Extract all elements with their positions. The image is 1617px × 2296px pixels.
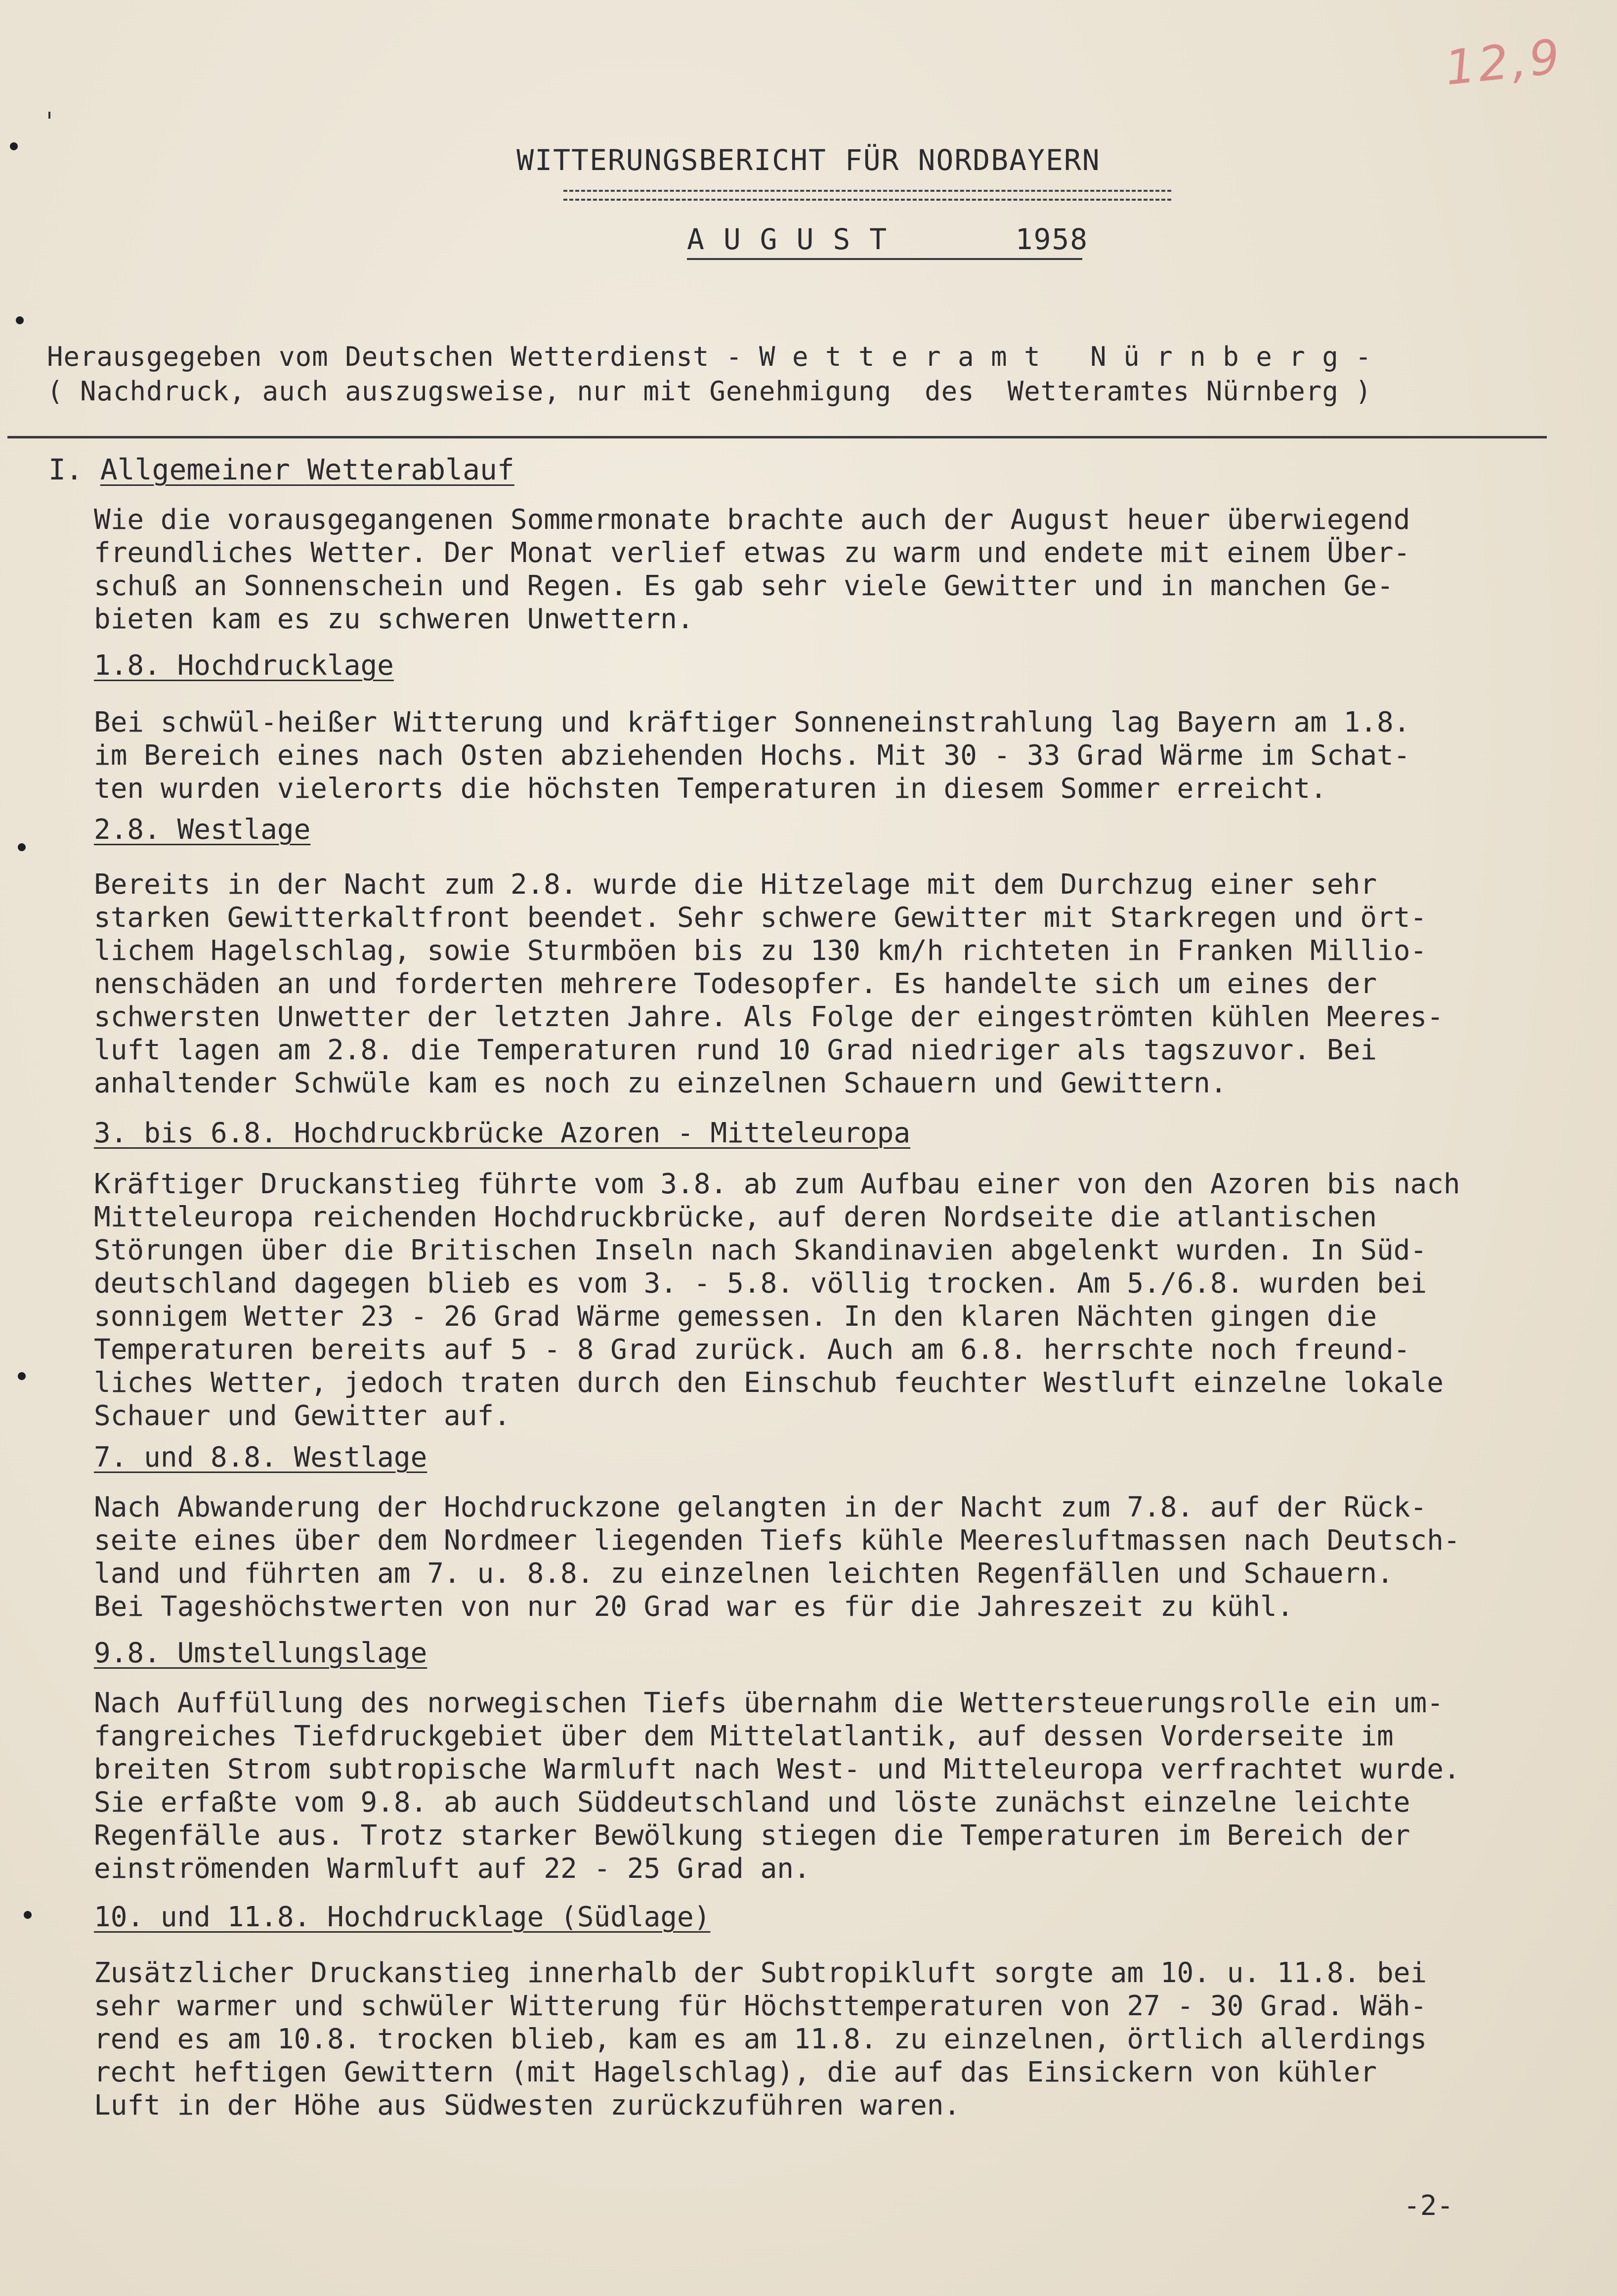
text-line: Luft in der Höhe aus Südwesten zurückzuführen waren. <box>94 2089 961 2122</box>
text-line: lichem Hagelschlag, sowie Sturmböen bis zu 130 km/h richteten in Franken Millio- <box>94 935 1427 967</box>
period-paragraph <box>94 1687 1567 1885</box>
text-line: Bei Tageshöchstwerten von nur 20 Grad war es für die Jahreszeit zu kühl. <box>94 1591 1294 1623</box>
text-line: breiten Strom subtropische Warmluft nach West- und Mitteleuropa verfrachtet wurde. <box>94 1753 1460 1785</box>
text-line: land und führten am 7. u. 8.8. zu einzelnen leichten Regenfällen und Schauern. <box>94 1558 1394 1590</box>
text-line: luft lagen am 2.8. die Temperaturen rund 10 Grad niedriger als tagszuvor. Bei <box>94 1034 1377 1066</box>
text-line: liches Wetter, jedoch traten durch den Einschub feuchter Westluft einzelne lokale <box>94 1367 1444 1399</box>
period-heading: 9.8. Umstellungslage <box>94 1637 427 1669</box>
text-line: einströmenden Warmluft auf 22 - 25 Grad an. <box>94 1853 810 1885</box>
punch-hole-mark <box>18 1372 26 1380</box>
text-line: schuß an Sonnenschein und Regen. Es gab sehr viele Gewitter und in manchen Ge- <box>94 570 1394 602</box>
title-double-rule <box>563 190 1171 201</box>
text-line: deutschland dagegen blieb es vom 3. - 5.8. völlig trocken. Am 5./6.8. wurden bei <box>94 1267 1427 1300</box>
text-line: fangreiches Tiefdruckgebiet über dem Mittelatlantik, auf dessen Vorderseite im <box>94 1720 1394 1752</box>
period-paragraph <box>94 1491 1567 1623</box>
month-underline <box>687 258 1082 260</box>
period-paragraph <box>94 1168 1567 1432</box>
text-line: bieten kam es zu schweren Unwettern. <box>94 603 694 635</box>
text-line: sehr warmer und schwüler Witterung für Höchsttemperaturen von 27 - 30 Grad. Wäh- <box>94 1990 1427 2022</box>
report-month: A U G U S T 1958 <box>687 222 1089 256</box>
text-line: recht heftigen Gewittern (mit Hagelschlag), die auf das Einsickern von kühler <box>94 2056 1377 2088</box>
text-line: Mitteleuropa reichenden Hochdruckbrücke, auf deren Nordseite die atlantischen <box>94 1201 1377 1233</box>
text-line: Störungen über die Britischen Inseln nach Skandinavien abgelenkt wurden. In Süd- <box>94 1234 1427 1266</box>
period-paragraph <box>94 706 1567 805</box>
text-line: Wie die vorausgegangenen Sommermonate brachte auch der August heuer überwiegend <box>94 504 1410 536</box>
period-heading: 7. und 8.8. Westlage <box>94 1441 427 1473</box>
period-heading: 2.8. Westlage <box>94 814 311 846</box>
text-line: Temperaturen bereits auf 5 - 8 Grad zurück. Auch am 6.8. herrschte noch freund- <box>94 1334 1410 1366</box>
handwritten-annotation: 12,9 <box>1443 28 1566 96</box>
punch-hole-mark <box>16 316 24 324</box>
section-title: Allgemeiner Wetterablauf <box>100 453 514 486</box>
document-title: WITTERUNGSBERICHT FÜR NORDBAYERN <box>516 143 1101 177</box>
text-line: Bereits in der Nacht zum 2.8. wurde die Hitzelage mit dem Durchzug einer sehr <box>94 868 1377 901</box>
text-line: schwersten Unwetter der letzten Jahre. Als Folge der eingeströmten kühlen Meeres- <box>94 1001 1444 1033</box>
punch-hole-mark <box>24 1911 32 1919</box>
text-line: Nach Auffüllung des norwegischen Tiefs übernahm die Wettersteuerungsrolle ein um- <box>94 1687 1444 1719</box>
period-paragraph <box>94 868 1567 1100</box>
text-line: Kräftiger Druckanstieg führte vom 3.8. ab zum Aufbau einer von den Azoren bis nach <box>94 1168 1460 1200</box>
text-line: starken Gewitterkaltfront beendet. Sehr schwere Gewitter mit Starkregen und ört- <box>94 902 1427 934</box>
text-line: Bei schwül-heißer Witterung und kräftiger Sonneneinstrahlung lag Bayern am 1.8. <box>94 706 1410 738</box>
text-line: Schauer und Gewitter auf. <box>94 1400 511 1432</box>
text-line: ten wurden vielerorts die höchsten Temperaturen in diesem Sommer erreicht. <box>94 773 1327 805</box>
reprint-notice: ( Nachdruck, auch auszugsweise, nur mit Genehmigung des Wetteramtes Nürnberg ) <box>47 376 1372 407</box>
section-heading <box>48 453 514 486</box>
text-line: seite eines über dem Nordmeer liegenden Tiefs kühle Meeresluftmassen nach Deutsch- <box>94 1524 1460 1557</box>
page-number: -2- <box>1404 2190 1454 2222</box>
punch-hole-mark <box>18 843 26 851</box>
intro-paragraph <box>94 503 1567 636</box>
text-line: Zusätzlicher Druckanstieg innerhalb der Subtropikluft sorgte am 10. u. 11.8. bei <box>94 1957 1427 1989</box>
text-line: Sie erfaßte vom 9.8. ab auch Süddeutschland und löste zunächst einzelne leichte <box>94 1786 1410 1819</box>
text-line: nenschäden an und forderten mehrere Todesopfer. Es handelte sich um eines der <box>94 968 1377 1000</box>
period-heading: 1.8. Hochdrucklage <box>94 650 394 682</box>
section-number: I. <box>48 453 83 486</box>
text-line: sonnigem Wetter 23 - 26 Grad Wärme gemessen. In den klaren Nächten gingen die <box>94 1300 1377 1333</box>
period-heading: 10. und 11.8. Hochdrucklage (Südlage) <box>94 1901 711 1933</box>
publisher-line: Herausgegeben vom Deutschen Wetterdienst - W e t t e r a m t N ü r n b e r g - <box>47 341 1372 372</box>
header-divider <box>7 436 1547 438</box>
text-line: Nach Abwanderung der Hochdruckzone gelangten in der Nacht zum 7.8. auf der Rück- <box>94 1491 1427 1523</box>
period-heading: 3. bis 6.8. Hochdruckbrücke Azoren - Mitteleuropa <box>94 1117 911 1149</box>
text-line: freundliches Wetter. Der Monat verlief etwas zu warm und endete mit einem Über- <box>94 537 1410 569</box>
text-line: im Bereich eines nach Osten abziehenden Hochs. Mit 30 - 33 Grad Wärme im Schat- <box>94 739 1410 772</box>
text-line: rend es am 10.8. trocken blieb, kam es am 11.8. zu einzelnen, örtlich allerdings <box>94 2023 1427 2055</box>
period-paragraph <box>94 1956 1567 2122</box>
text-line: anhaltender Schwüle kam es noch zu einzelnen Schauern und Gewittern. <box>94 1067 1227 1099</box>
text-line: Regenfälle aus. Trotz starker Bewölkung stiegen die Temperaturen im Bereich der <box>94 1819 1410 1852</box>
margin-tick-mark <box>48 112 50 119</box>
